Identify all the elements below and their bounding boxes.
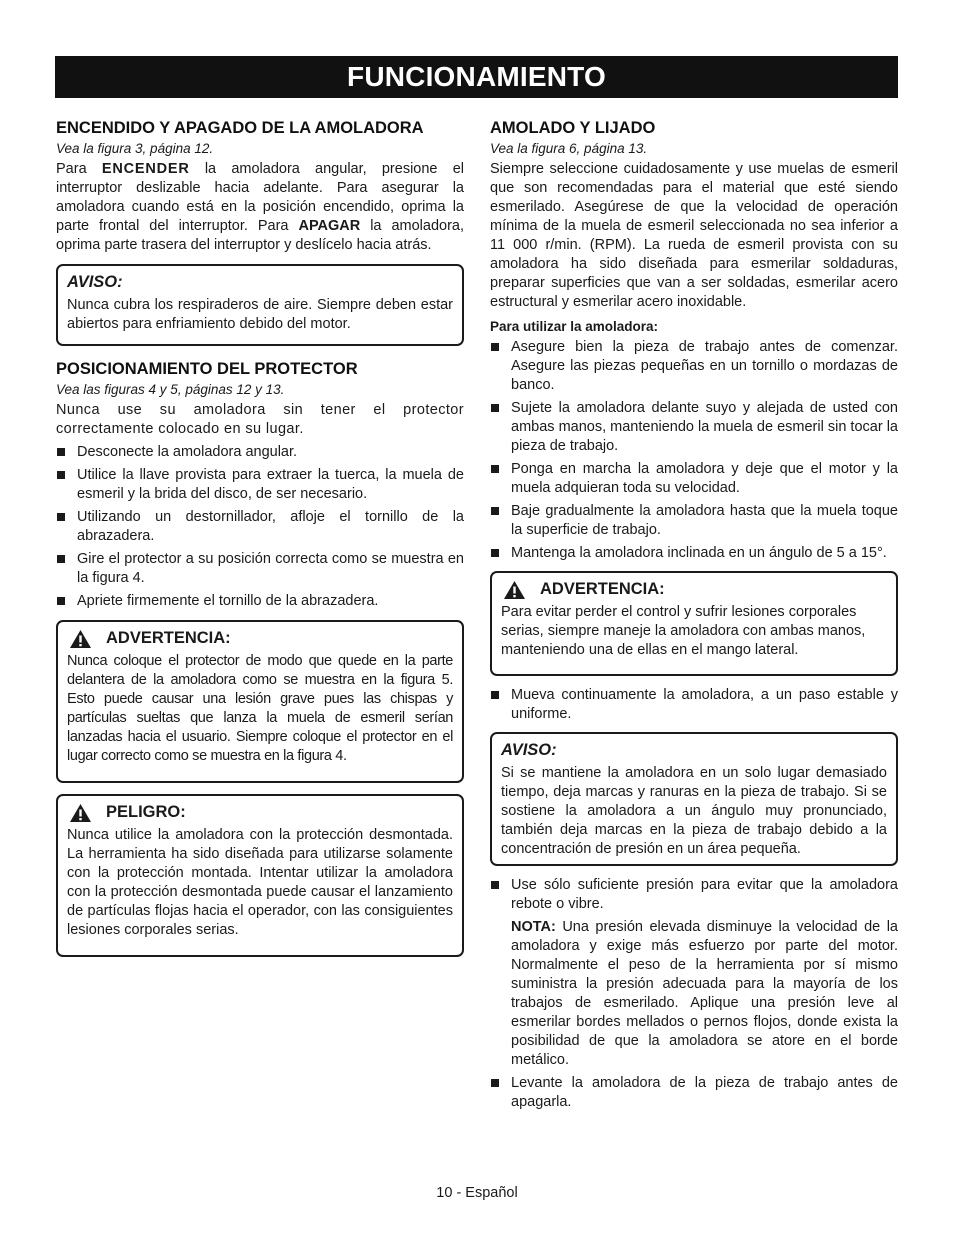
bold-encender: ENCENDER: [101, 161, 190, 177]
list-item: [490, 544, 898, 563]
list-item-text: Ponga en marcha la amoladora y deje que el motor y la muela adquieran toda su velocidad.: [511, 461, 898, 496]
peligro-title: PELIGRO:: [106, 803, 186, 821]
square-bullet-icon: [491, 465, 499, 473]
warning-triangle-icon: [69, 803, 92, 823]
figure-reference: Vea la figura 3, página 12.: [56, 141, 214, 156]
list-item: [490, 876, 898, 914]
nota-text: Una presión elevada disminuye la velocidad de la amoladora y exige más esfuerzo por parte del motor. Normalmente el peso de la herramienta por sí mismo suministra la presión adecuada para la mayoría de los trabajos de esmerilado. Aplique una presión leve al esmerilar bordes mellados o pernos flojos, donde exista la posibilidad de que la amoladora se atore en el borde metálico.: [511, 919, 898, 1068]
list-item-text: Sujete la amoladora delante suyo y alejada de usted con ambas manos, manteniendo la muela de esmeril sin tocar la pieza de trabajo.: [511, 400, 898, 454]
nota-paragraph: [490, 918, 898, 1070]
list-item-text: Asegure bien la pieza de trabajo antes de comenzar. Asegure las piezas pequeñas en un tornillo o mordazas de banco.: [511, 339, 898, 393]
final-list: [490, 1074, 898, 1112]
square-bullet-icon: [57, 448, 65, 456]
square-bullet-icon: [57, 597, 65, 605]
pressure-list: [490, 876, 898, 914]
list-item: [490, 686, 898, 724]
square-bullet-icon: [57, 555, 65, 563]
list-item-text: Mueva continuamente la amoladora, a un paso estable y uniforme.: [511, 687, 898, 722]
advertencia-title-row: [67, 628, 453, 649]
section-title-protector: POSICIONAMIENTO DEL PROTECTOR: [56, 360, 358, 378]
paragraph-amolado-intro: Siempre seleccione cuidadosamente y use muelas de esmeril que son recomendadas para el material que esté siendo esmerilado. Asegúrese de que la velocidad de operación mínima de la muela de esmeril seleccionada no sea inferior a 11 000 r/min. (RPM). La rueda de esmeril provista con su amoladora ha sido diseñada para esmerilar soldaduras, preparar superficies que van a ser soldadas, esmerilar acero estructural y esmerilar acero inoxidable.: [490, 161, 898, 310]
peligro-box: [56, 794, 464, 957]
list-item: [490, 502, 898, 540]
list-item-text: Desconecte la amoladora angular.: [77, 444, 298, 460]
square-bullet-icon: [491, 549, 499, 557]
warning-triangle-icon: [69, 629, 92, 649]
list-item-text: Mantenga la amoladora inclinada en un ángulo de 5 a 15°.: [511, 545, 887, 561]
aviso-title: AVISO:: [67, 273, 123, 291]
square-bullet-icon: [491, 507, 499, 515]
amolado-steps-list: [490, 338, 898, 563]
page-footer: 10 - Español: [436, 1185, 518, 1201]
square-bullet-icon: [491, 691, 499, 699]
text-run: Para: [56, 161, 102, 177]
advertencia-text: Nunca coloque el protector de modo que quede en la parte delantera de la amoladora como se muestra en la figura 5. Esto puede causar una lesión grave pues las chispas y partículas sueltas que lanza la muela de esmeril serían lanzadas hacia el usuario. Siempre coloque el protector en el lugar correcto como se muestra en la figura 4.: [67, 653, 453, 764]
square-bullet-icon: [57, 471, 65, 479]
list-item: [56, 443, 464, 462]
list-item: [56, 466, 464, 504]
list-item-text: Gire el protector a su posición correcta como se muestra en la figura 4.: [77, 551, 464, 586]
list-item-text: Use sólo suficiente presión para evitar que la amoladora rebote o vibre.: [511, 877, 898, 912]
square-bullet-icon: [57, 513, 65, 521]
advertencia-title-row: [501, 579, 887, 600]
text-run: la amoladora angular, presione el interruptor deslizable hacia adelante. Para asegurar la amoladora cuando está en la posición encendido, oprima la parte frontal del interruptor. Para: [56, 161, 464, 234]
list-item: [56, 592, 464, 611]
list-item-text: Baje gradualmente la amoladora hasta que la muela toque la superficie de trabajo.: [511, 503, 898, 538]
page-banner-title: FUNCIONAMIENTO: [55, 56, 898, 98]
figure-reference: Vea la figura 6, página 13.: [490, 141, 648, 156]
aviso-title: AVISO:: [501, 741, 557, 759]
advertencia-box-right: [490, 571, 898, 676]
advertencia-box-left: [56, 620, 464, 783]
list-item: [490, 1074, 898, 1112]
figure-reference: Vea las figuras 4 y 5, páginas 12 y 13.: [56, 382, 285, 397]
aviso-box-left: [56, 264, 464, 346]
paragraph-protector-intro: Nunca use su amoladora sin tener el protector correctamente colocado en su lugar.: [56, 402, 464, 437]
square-bullet-icon: [491, 881, 499, 889]
text-run: la amoladora, oprima parte trasera del interruptor y deslícelo hacia atrás.: [56, 218, 464, 253]
protector-steps-list: [56, 443, 464, 611]
aviso-box-right: [490, 732, 898, 866]
bold-apagar: APAGAR: [298, 218, 361, 234]
left-column: [56, 118, 464, 957]
paragraph-encendido: [56, 160, 464, 255]
advertencia-text: Para evitar perder el control y sufrir lesiones corporales serias, siempre maneje la amoladora con ambas manos, manteniendo una de ellas en el mango lateral.: [501, 604, 866, 658]
right-column: [490, 118, 898, 1116]
list-item-text: Utilice la llave provista para extraer la tuerca, la muela de esmeril y la brida del disco, de ser necesario.: [77, 467, 464, 502]
peligro-title-row: [67, 802, 453, 823]
list-item: [56, 550, 464, 588]
aviso-text: Si se mantiene la amoladora en un solo lugar demasiado tiempo, deja marcas y ranuras en la pieza de trabajo. Si se sostiene la amoladora a un ángulo muy pronunciado, también deja marcas en la pieza de trabajo debido a la concentración de presión en un área pequeña.: [501, 765, 887, 857]
list-item: [490, 460, 898, 498]
warning-triangle-icon: [503, 580, 526, 600]
list-item: [56, 508, 464, 546]
list-item: [490, 399, 898, 456]
list-item-text: Levante la amoladora de la pieza de trabajo antes de apagarla.: [511, 1075, 898, 1110]
section-title-encendido: ENCENDIDO Y APAGADO DE LA AMOLADORA: [56, 119, 424, 137]
list-item-text: Apriete firmemente el tornillo de la abrazadera.: [77, 593, 379, 609]
movement-list: [490, 686, 898, 724]
square-bullet-icon: [491, 1079, 499, 1087]
section-title-amolado: AMOLADO Y LIJADO: [490, 119, 656, 137]
list-item-text: Utilizando un destornillador, afloje el tornillo de la abrazadera.: [77, 509, 464, 544]
square-bullet-icon: [491, 343, 499, 351]
advertencia-title: ADVERTENCIA:: [540, 580, 665, 598]
peligro-text: Nunca utilice la amoladora con la protección desmontada. La herramienta ha sido diseñada para utilizarse solamente con la protección montada. Intentar utilizar la amoladora con la protección desmontada puede causar el lanzamiento de partículas flojas hacia el operador, con las consiguientes lesiones corporales serias.: [67, 827, 453, 938]
nota-label: NOTA:: [511, 919, 556, 935]
square-bullet-icon: [491, 404, 499, 412]
list-item: [490, 338, 898, 395]
aviso-text: Nunca cubra los respiraderos de aire. Siempre deben estar abiertos para enfriamiento debido del motor.: [67, 297, 453, 332]
subhead-utilizar: Para utilizar la amoladora:: [490, 319, 659, 334]
advertencia-title: ADVERTENCIA:: [106, 629, 231, 647]
